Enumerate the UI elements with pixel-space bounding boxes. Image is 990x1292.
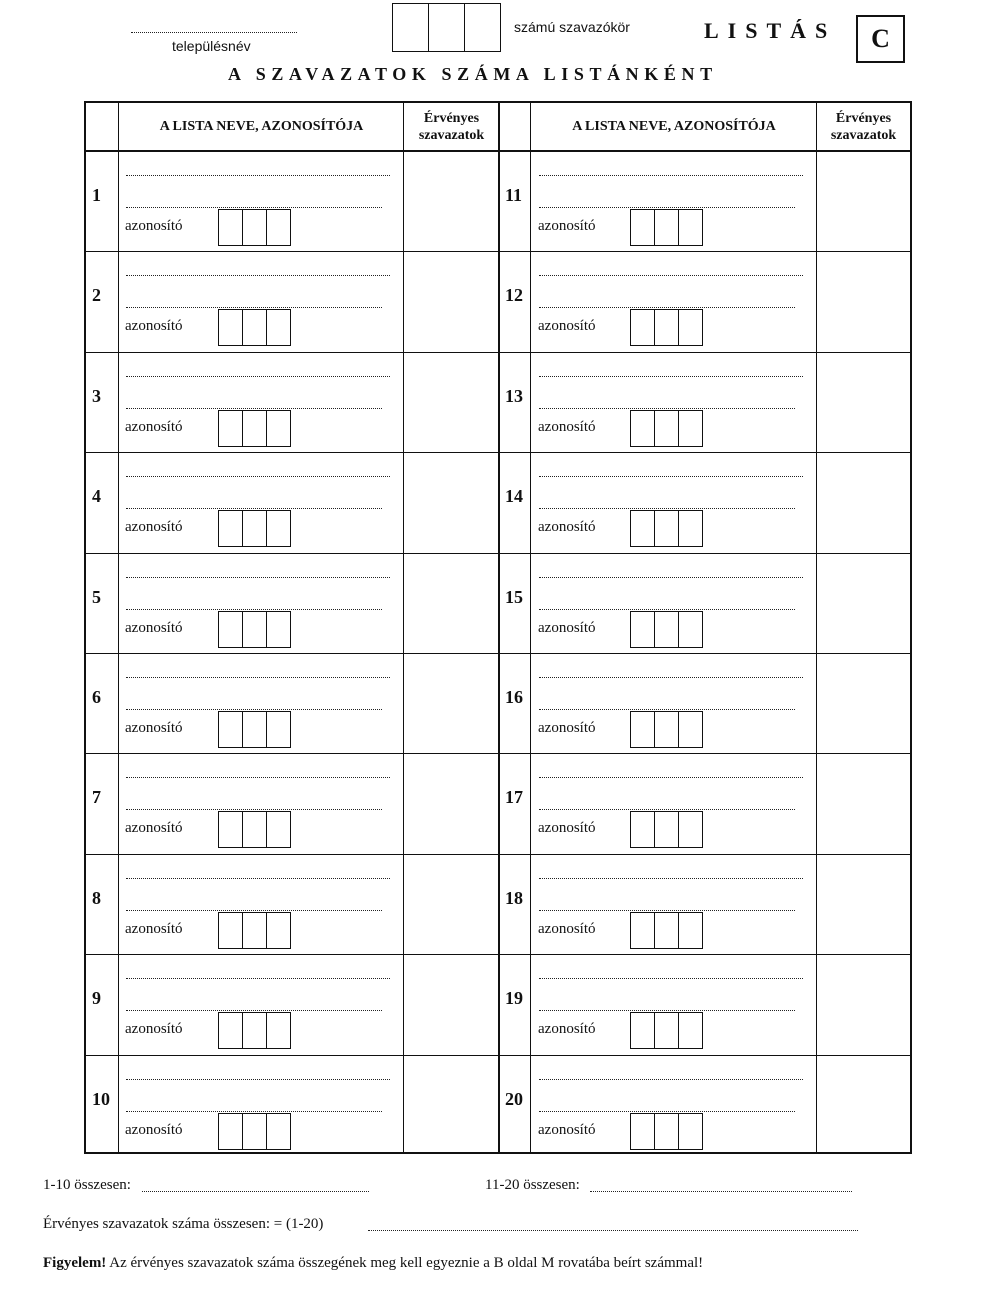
list-name-line-1[interactable] [126,275,390,276]
list-name-line-1[interactable] [126,577,390,578]
row-divider [86,1055,910,1056]
id-digit-cell[interactable] [655,612,679,647]
list-name-line-1[interactable] [539,1079,803,1080]
list-name-line-2[interactable] [539,307,795,308]
warning-body: Az érvényes szavazatok száma összegének meg kell egyeznie a B oldal M rovatába beírt számmal! [106,1255,704,1271]
row-divider [86,854,910,855]
list-name-line-2[interactable] [539,1010,795,1011]
id-digit-cell[interactable] [267,712,290,747]
list-name-line-1[interactable] [539,677,803,678]
id-digit-cell[interactable] [631,1013,655,1048]
id-digit-cell[interactable] [631,511,655,546]
sum-1-10-field[interactable] [142,1191,369,1192]
id-digit-cell[interactable] [655,1013,679,1048]
header-votes-right [817,103,910,152]
id-input-boxes[interactable] [630,510,703,547]
list-name-line-2[interactable] [126,709,382,710]
id-label: azonosító [125,318,183,335]
row-number: 2 [92,285,101,306]
list-name-line-2[interactable] [539,809,795,810]
id-input-boxes[interactable] [630,309,703,346]
id-digit-cell[interactable] [219,511,243,546]
id-digit-cell[interactable] [679,511,702,546]
valid-votes-cell[interactable] [819,956,907,1052]
list-name-line-1[interactable] [539,878,803,879]
row-divider [86,653,910,654]
id-digit-cell[interactable] [219,913,243,948]
id-digit-cell[interactable] [243,310,267,345]
id-label: azonosító [538,418,596,435]
sum-1-10-label: 1-10 összesen: [43,1177,131,1193]
row-number: 4 [92,486,101,507]
total-field[interactable] [368,1230,858,1231]
header-votes-left [404,103,499,152]
id-input-boxes[interactable] [218,1113,291,1150]
total-label: Érvényes szavazatok száma összesen: = (1-20) [43,1216,324,1232]
id-digit-cell[interactable] [219,812,243,847]
valid-votes-cell[interactable] [819,253,907,349]
row-number: 8 [92,887,101,908]
row-number: 18 [505,887,523,908]
id-digit-cell[interactable] [267,913,290,948]
id-digit-cell[interactable] [267,812,290,847]
id-digit-cell[interactable] [679,1114,702,1149]
valid-votes-cell[interactable] [819,354,907,450]
id-digit-cell[interactable] [631,812,655,847]
list-name-line-1[interactable] [126,677,390,678]
id-digit-cell[interactable] [655,812,679,847]
list-name-line-1[interactable] [539,476,803,477]
id-input-boxes[interactable] [218,309,291,346]
id-label: azonosító [538,619,596,636]
id-digit-cell[interactable] [267,210,290,245]
id-label: azonosító [125,619,183,636]
id-digit-cell[interactable] [219,1013,243,1048]
list-name-line-1[interactable] [539,978,803,979]
id-digit-cell[interactable] [219,310,243,345]
id-digit-cell[interactable] [679,1013,702,1048]
id-digit-cell[interactable] [267,310,290,345]
list-name-line-2[interactable] [539,1111,795,1112]
list-name-line-2[interactable] [126,207,382,208]
valid-votes-cell[interactable] [406,153,494,249]
header-votes-line2: szavazatok [830,127,897,143]
col-divider [118,103,119,1152]
valid-votes-cell[interactable] [819,755,907,851]
id-label: azonosító [125,519,183,536]
sum-11-20-field[interactable] [590,1191,852,1192]
id-digit-cell[interactable] [655,310,679,345]
page-letter: C [871,24,890,53]
id-digit-cell[interactable] [219,612,243,647]
id-input-boxes[interactable] [218,209,291,246]
id-input-boxes[interactable] [218,410,291,447]
list-name-line-1[interactable] [539,777,803,778]
row-divider [86,352,910,353]
id-input-boxes[interactable] [630,410,703,447]
id-digit-cell[interactable] [679,913,702,948]
id-label: azonosító [538,218,596,234]
id-digit-cell[interactable] [267,1013,290,1048]
id-digit-cell[interactable] [631,913,655,948]
id-digit-cell[interactable] [679,210,702,245]
header-list-name-left: A LISTA NEVE, AZONOSÍTÓJA [119,103,404,152]
valid-votes-cell[interactable] [819,555,907,651]
id-digit-cell[interactable] [243,1114,267,1149]
row-number: 17 [505,787,523,808]
id-digit-cell[interactable] [655,712,679,747]
id-input-boxes[interactable] [218,711,291,748]
header-votes-line2: szavazatok [418,127,485,143]
list-name-line-1[interactable] [126,978,390,979]
row-divider [86,753,910,754]
id-digit-cell[interactable] [219,712,243,747]
id-input-boxes[interactable] [630,611,703,648]
row-number: 7 [92,787,101,808]
valid-votes-cell[interactable] [406,253,494,349]
id-digit-cell[interactable] [243,411,267,446]
list-name-line-1[interactable] [126,878,390,879]
id-label: azonosító [125,720,183,736]
id-digit-cell[interactable] [243,712,267,747]
szavazokor-number-boxes[interactable] [392,3,501,52]
list-name-line-2[interactable] [126,1010,382,1011]
id-label: azonosító [125,418,183,435]
id-digit-cell[interactable] [631,310,655,345]
id-input-boxes[interactable] [218,611,291,648]
id-digit-cell[interactable] [679,812,702,847]
id-digit-cell[interactable] [243,612,267,647]
id-digit-cell[interactable] [655,511,679,546]
id-digit-cell[interactable] [219,411,243,446]
list-name-line-1[interactable] [126,376,390,377]
valid-votes-cell[interactable] [406,354,494,450]
id-label: azonosító [538,1121,596,1138]
listas-title: LISTÁS [704,18,837,43]
id-digit-cell[interactable] [655,411,679,446]
id-label: azonosító [538,519,596,536]
id-digit-cell[interactable] [243,913,267,948]
col-divider [530,103,531,1152]
id-input-boxes[interactable] [630,1113,703,1150]
id-digit-cell[interactable] [679,712,702,747]
id-input-boxes[interactable] [218,510,291,547]
id-digit-cell[interactable] [243,1013,267,1048]
list-name-line-2[interactable] [126,910,382,911]
row-divider [86,452,910,453]
list-name-line-2[interactable] [126,609,382,610]
list-name-line-2[interactable] [126,307,382,308]
id-label: azonosító [125,1021,183,1038]
row-number: 16 [505,687,523,707]
list-name-line-1[interactable] [126,1079,390,1080]
vote-table [84,101,912,1154]
page-letter-box [856,15,905,63]
id-label: azonosító [125,218,183,234]
list-name-line-2[interactable] [126,809,382,810]
list-name-line-1[interactable] [539,175,803,176]
id-input-boxes[interactable] [218,912,291,949]
id-label: azonosító [125,920,183,937]
id-input-boxes[interactable] [218,1012,291,1049]
id-digit-cell[interactable] [243,511,267,546]
id-label: azonosító [538,920,596,937]
valid-votes-cell[interactable] [819,1057,907,1153]
header-votes-line1: Érvényes [423,110,480,126]
row-number: 1 [92,185,101,205]
list-name-line-2[interactable] [126,508,382,509]
col-divider [403,103,404,1152]
list-name-line-2[interactable] [539,207,795,208]
id-digit-cell[interactable] [267,511,290,546]
id-label: azonosító [125,820,183,837]
list-name-line-2[interactable] [539,609,795,610]
id-digit-cell[interactable] [631,210,655,245]
col-divider [816,103,817,1152]
list-name-line-1[interactable] [539,376,803,377]
list-name-line-1[interactable] [126,175,390,176]
row-number: 13 [505,385,523,406]
id-label: azonosító [538,1021,596,1038]
id-digit-cell[interactable] [267,1114,290,1149]
row-divider [86,954,910,955]
row-number: 15 [505,586,523,607]
row-number: 3 [92,385,101,406]
id-digit-cell[interactable] [655,210,679,245]
valid-votes-cell[interactable] [406,755,494,851]
id-digit-cell[interactable] [243,812,267,847]
warning-bold: Figyelem! [43,1255,107,1271]
list-name-line-1[interactable] [539,577,803,578]
id-digit-cell[interactable] [219,1114,243,1149]
valid-votes-cell[interactable] [406,454,494,550]
id-digit-cell[interactable] [631,712,655,747]
telepulesnev-field-line[interactable] [131,32,297,33]
list-name-line-2[interactable] [539,709,795,710]
list-name-line-1[interactable] [539,275,803,276]
id-input-boxes[interactable] [630,1012,703,1049]
row-number: 19 [505,988,523,1009]
id-input-boxes[interactable] [630,912,703,949]
id-digit-cell[interactable] [267,411,290,446]
id-label: azonosító [538,318,596,335]
row-divider [86,553,910,554]
list-name-line-1[interactable] [126,777,390,778]
id-digit-cell[interactable] [631,411,655,446]
id-input-boxes[interactable] [218,811,291,848]
valid-votes-cell[interactable] [819,454,907,550]
col-divider-center [498,103,500,1152]
valid-votes-cell[interactable] [819,655,907,751]
header-num-right [499,103,531,152]
id-digit-cell[interactable] [267,612,290,647]
valid-votes-cell[interactable] [406,956,494,1052]
row-number: 9 [92,988,101,1009]
id-label: azonosító [538,720,596,736]
list-name-line-2[interactable] [126,408,382,409]
id-label: azonosító [125,1121,183,1138]
header-num-left [86,103,119,152]
id-digit-cell[interactable] [679,612,702,647]
row-number: 11 [505,185,523,205]
id-digit-cell[interactable] [679,310,702,345]
id-digit-cell[interactable] [219,210,243,245]
row-number: 20 [505,1088,523,1109]
telepulesnev-label: településnév [172,38,251,54]
id-digit-cell[interactable] [243,210,267,245]
list-name-line-2[interactable] [539,408,795,409]
valid-votes-cell[interactable] [406,655,494,751]
id-digit-cell[interactable] [631,1114,655,1149]
row-divider [86,251,910,252]
list-name-line-1[interactable] [126,476,390,477]
id-digit-cell[interactable] [655,913,679,948]
header-list-name-right: A LISTA NEVE, AZONOSÍTÓJA [531,103,817,152]
valid-votes-cell[interactable] [406,1057,494,1153]
id-label: azonosító [538,820,596,837]
valid-votes-cell[interactable] [406,555,494,651]
row-number: 14 [505,486,523,507]
id-digit-cell[interactable] [655,1114,679,1149]
list-name-line-2[interactable] [126,1111,382,1112]
id-digit-cell[interactable] [631,612,655,647]
row-number: 5 [92,586,101,607]
id-input-boxes[interactable] [630,811,703,848]
header-votes-line1: Érvényes [835,110,892,126]
row-number: 10 [92,1088,110,1109]
valid-votes-cell[interactable] [819,856,907,952]
list-name-line-2[interactable] [539,508,795,509]
id-digit-cell[interactable] [679,411,702,446]
row-number: 12 [505,285,523,306]
sum-11-20-label: 11-20 összesen: [485,1177,580,1193]
id-input-boxes[interactable] [630,209,703,246]
valid-votes-cell[interactable] [819,153,907,249]
list-name-line-2[interactable] [539,910,795,911]
valid-votes-cell[interactable] [406,856,494,952]
szavazokor-label: számú szavazókör [514,19,630,35]
row-number: 6 [92,687,101,707]
id-input-boxes[interactable] [630,711,703,748]
warning-text [43,1255,703,1272]
page-title: A SZAVAZATOK SZÁMA LISTÁNKÉNT [228,64,718,84]
